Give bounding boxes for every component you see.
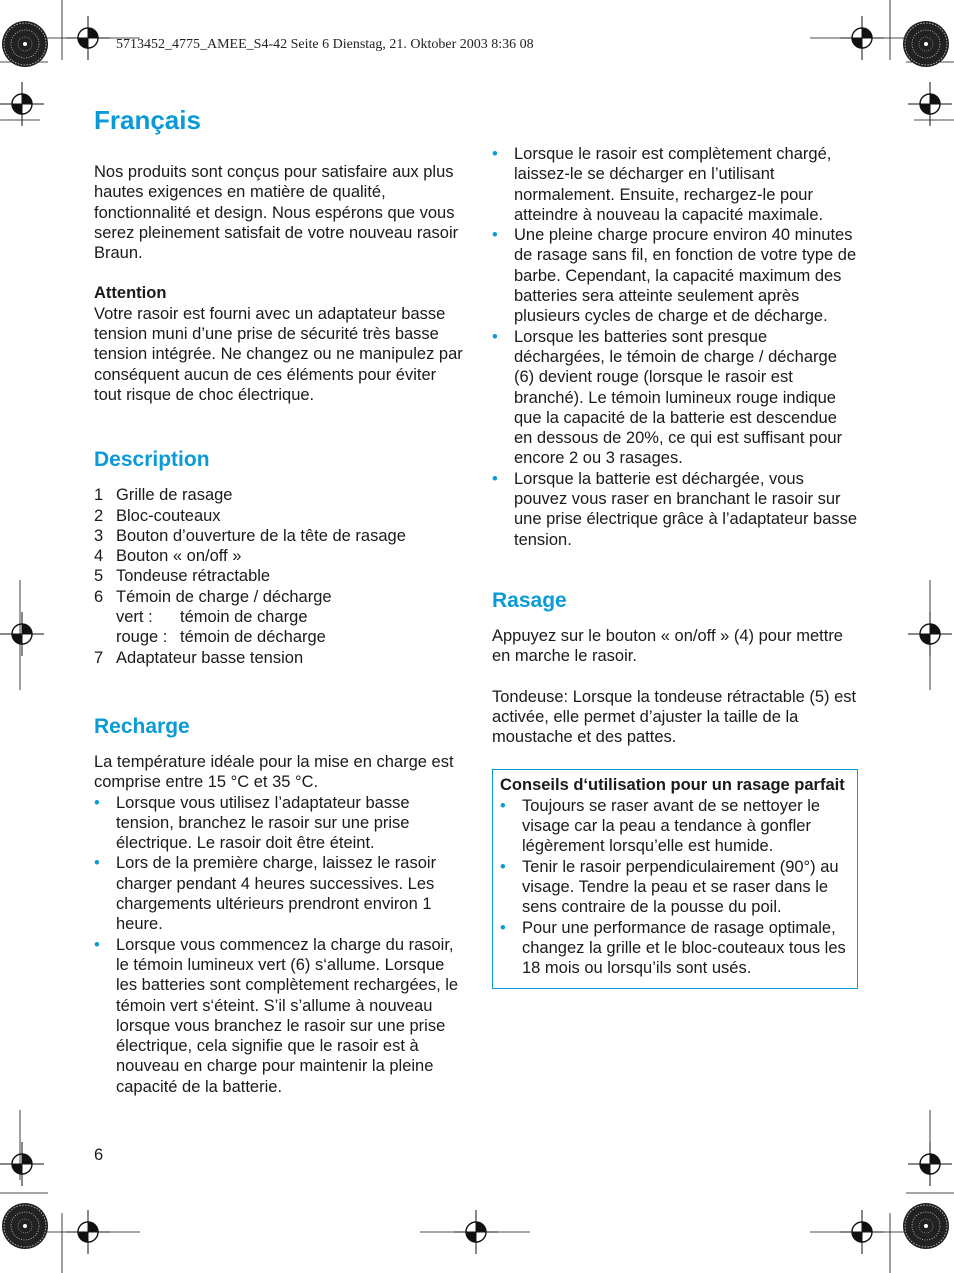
sub-item-green: vert : témoin de charge [116, 608, 308, 627]
list-item: • Une pleine charge procure environ 40 minutes de rasage sans fil, en fonction de votre type de barbe. Cependant, la capacité maximum des batteries sera atteinte seulement après plusieurs cycles de charge et de décharge. [492, 225, 858, 326]
rasage-paragraph-2: Tondeuse: Lorsque la tondeuse rétractable (5) est activée, elle permet d’ajuster la taille de la moustache et des pattes. [492, 687, 857, 747]
intro-paragraph: Nos produits sont conçus pour satisfaire aux plus hautes exigences en matière de qualité, fonctionnalité et design. Nous espérons que vous serez pleinement satisfait de votre nouveau rasoir Braun. [94, 163, 459, 263]
sub-item-red: rouge : témoin de décharge [116, 628, 326, 647]
list-item: 7 Adaptateur basse tension [94, 648, 304, 667]
rasage-paragraph-1: Appuyez sur le bouton « on/off » (4) pour mettre en marche le rasoir. [492, 626, 843, 666]
list-item: • Lorsque vous utilisez l’adaptateur basse tension, branchez le rasoir sur une prise électrique. Le rasoir doit être éteint. [94, 793, 466, 854]
recharge-heading: Recharge [94, 714, 190, 738]
list-item: • Tenir le rasoir perpendiculairement (90°) au visage. Tendre la peau et se raser dans le sens contraire de la pousse du poil. [500, 857, 849, 918]
left-column [94, 104, 466, 1097]
list-item: 4 Bouton « on/off » [94, 547, 242, 566]
list-item: 2 Bloc-couteaux [94, 506, 221, 525]
recharge-list [94, 793, 466, 1097]
description-heading: Description [94, 448, 210, 472]
list-item: 6 Témoin de charge / décharge vert : témoin de charge rouge : témoin de décharge [94, 587, 466, 648]
page-title: Français [94, 105, 201, 135]
attention-text: Votre rasoir est fourni avec un adaptateur basse tension muni d’une prise de sécurité très basse tension intégrée. Ne changez ou ne manipulez par conséquent aucun de ces éléments pour éviter tout risque de choc électrique. [94, 304, 463, 404]
print-slug: 5713452_4775_AMEE_S4-42 Seite 6 Dienstag, 21. Oktober 2003 8:36 08 [116, 37, 534, 52]
attention-heading: Attention [94, 284, 167, 303]
list-item: • Lorsque les batteries sont presque déchargées, le témoin de charge / décharge (6) devient rouge (lorsque le rasoir est branché). Le témoin lumineux rouge indique que la capacité de la batterie est descendue en dessous de 20%, ce qui est suffisant pour encore 2 ou 3 rasages. [492, 327, 858, 469]
tips-heading: Conseils d‘utilisation pour un rasage parfait [500, 776, 845, 795]
list-item: • Lorsque le rasoir est complètement chargé, laissez-le se décharger en l’utilisant normalement. Ensuite, rechargez-le pour atteindre à nouveau la capacité maximale. [492, 144, 858, 225]
parts-list [94, 485, 466, 668]
list-item: 1 Grille de rasage [94, 486, 233, 505]
tips-box [492, 769, 858, 989]
list-item: • Toujours se raser avant de se nettoyer le visage car la peau a tendance à gonfler légèrement lorsqu’elle est humide. [500, 796, 849, 857]
page-number: 6 [94, 1146, 104, 1164]
list-item: • Lorsque la batterie est déchargée, vous pouvez vous raser en branchant le rasoir sur une prise électrique grâce à l’adaptateur basse tension. [492, 469, 858, 550]
recharge-intro: La température idéale pour la mise en charge est comprise entre 15 °C et 35 °C. [94, 752, 454, 792]
list-item: • Lors de la première charge, laissez le rasoir charger pendant 4 heures successives. Les chargements ultérieurs prendront environ 1 heure. [94, 853, 466, 934]
list-item: • Lorsque vous commencez la charge du rasoir, le témoin lumineux vert (6) s‘allume. Lorsque les batteries sont complètement rechargées, le témoin vert s‘éteint. S’il s’allume à nouveau lorsque vous branchez le rasoir sur une prise électrique, cela signifie que le rasoir est à nouveau en charge pour maintenir la pleine capacité de la batterie. [94, 935, 466, 1097]
rasage-heading: Rasage [492, 588, 567, 612]
tips-list [500, 796, 849, 979]
list-item: 3 Bouton d’ouverture de la tête de rasage [94, 526, 406, 545]
list-item: • Pour une performance de rasage optimale, changez la grille et le bloc-couteaux tous les 18 mois ou lorsqu’ils sont usés. [500, 918, 849, 979]
recharge-list-continued [492, 144, 858, 550]
right-column [492, 144, 858, 989]
list-item: 5 Tondeuse rétractable [94, 567, 271, 586]
